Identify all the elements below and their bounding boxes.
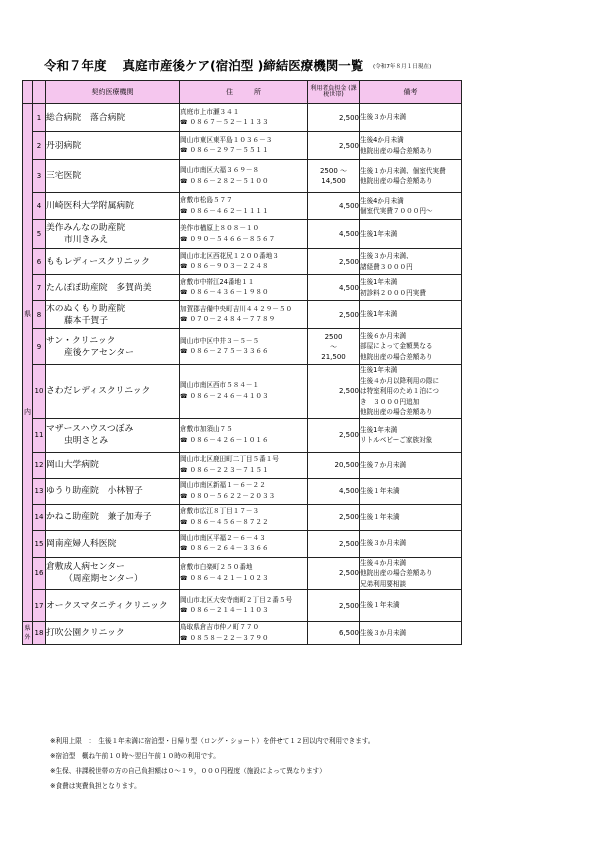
institution-name-line: 倉敷成人病センター	[46, 562, 125, 573]
address-cell	[180, 478, 308, 504]
remark-line: 生後３か月未満	[360, 113, 407, 122]
row-number: 1	[33, 104, 46, 132]
title-text: 真庭市産後ケア(宿泊型 )締結医療機関一覧	[122, 58, 364, 73]
remarks-cell	[360, 365, 462, 419]
row-number: 5	[33, 220, 46, 249]
remark-line: 生後３か月未満、	[360, 252, 413, 260]
address-text: 岡山市中区中井３－５－５	[180, 336, 260, 345]
fee-cell: 2,500	[308, 590, 360, 622]
institution-name-sub: 虫明さとみ	[64, 436, 108, 446]
phone-number: ０８６－４２６－１０１６	[189, 435, 269, 444]
table-row	[23, 590, 462, 622]
remark-line: 生後1年未満	[360, 366, 398, 374]
institution-name	[46, 622, 180, 645]
footnote-line: ※宿泊型 概ね午前１０時～翌日午前１０時の利用です。	[50, 752, 220, 760]
fee-cell: 2,500	[308, 365, 360, 419]
phone-number: ０８６－２８２－５１００	[189, 176, 269, 185]
institution-name-line: 総合病院 落合病院	[46, 112, 126, 123]
phone-icon: ☎	[180, 545, 188, 552]
address-text: 倉敷市松島５７７	[180, 196, 233, 204]
remark-line: 生後１年未満	[360, 601, 400, 610]
phone-icon: ☎	[180, 177, 188, 185]
phone-line	[180, 605, 307, 617]
address-text: 倉敷市広江８丁目１７－３	[180, 507, 260, 515]
institution-name-sub: 藤本千賀子	[64, 315, 108, 326]
fee-cell: 4,500	[308, 193, 360, 220]
remark-line: 他院出産の場合差額あり	[360, 146, 433, 155]
remark-line: 生後1年未満	[360, 229, 398, 238]
address-cell	[180, 193, 308, 220]
fee-cell: 2500 ～ 21,500	[308, 329, 360, 365]
institution-name-line: 三宅医院	[46, 171, 82, 181]
remark-line: 諸経費３０００円	[360, 262, 413, 271]
phone-line	[180, 234, 307, 246]
institution-name	[46, 220, 180, 249]
institution-name-line: ゆうり助産院 小林智子	[46, 486, 143, 496]
institution-name-line: かねこ助産院 兼子加寿子	[46, 512, 152, 522]
institution-name	[46, 504, 180, 530]
phone-icon: ☎	[180, 392, 188, 400]
phone-number: ０８６－４３６－１９８０	[189, 288, 269, 296]
remark-line: 生後４か月未満	[360, 558, 407, 567]
institution-table	[22, 80, 462, 645]
fee-cell: 2,500	[308, 504, 360, 530]
address-text: 岡山市南区平福２－６－４３	[180, 533, 266, 542]
phone-number: ０８６－２６４－３３６６	[189, 544, 269, 552]
institution-name	[46, 590, 180, 622]
table-body	[23, 104, 462, 645]
institution-name	[46, 365, 180, 419]
phone-line	[180, 206, 307, 218]
header-remarks: 備考	[360, 81, 462, 104]
remark-line: 部屋によって金額異なる	[360, 342, 433, 351]
row-number: 12	[33, 452, 46, 478]
address-text: 岡山市南区大福３６９－８	[180, 166, 260, 174]
phone-line	[180, 176, 307, 188]
address-cell	[180, 132, 308, 160]
footnote-line: ※利用上限 ： 生後１年未満に宿泊型・日帰り型（ロング・ショート）を併せて１２回以内で利用できます。	[50, 737, 375, 745]
table-row	[23, 220, 462, 249]
fee-cell: 2,500	[308, 301, 360, 329]
institution-name	[46, 418, 180, 452]
fee-cell: 4,500	[308, 275, 360, 301]
address-cell	[180, 249, 308, 275]
remarks-cell	[360, 504, 462, 530]
remark-line: 生後1年未満	[360, 425, 398, 434]
row-number: 14	[33, 504, 46, 530]
table-row	[23, 132, 462, 160]
institution-name	[46, 132, 180, 160]
remark-line: 生後１年未満	[360, 486, 400, 495]
institution-name-line: 川崎医科大学附属病院	[46, 201, 134, 211]
address-text: 倉敷市中帯江24番地１１	[180, 277, 255, 286]
remarks-cell	[360, 452, 462, 478]
phone-icon: ☎	[180, 574, 188, 582]
phone-line	[180, 633, 307, 645]
address-cell	[180, 104, 308, 132]
table-row	[23, 418, 462, 452]
address-text: 岡山市北区西花尻１２００番地３	[180, 251, 279, 260]
remarks-cell	[360, 590, 462, 622]
address-cell	[180, 504, 308, 530]
remarks-cell	[360, 104, 462, 132]
table-row	[23, 160, 462, 193]
phone-line	[180, 573, 307, 585]
address-text: 岡山市東区東平島１０３６－３	[180, 135, 273, 144]
phone-number: ０８６－２２３－７１５１	[189, 465, 269, 474]
institution-name	[46, 104, 180, 132]
remarks-cell	[360, 193, 462, 220]
remark-line: き ３０００円追加	[360, 397, 420, 406]
table-row	[23, 249, 462, 275]
table-row	[23, 329, 462, 365]
remark-line: 他院出産の場合差額あり	[360, 177, 433, 185]
phone-icon: ☎	[180, 263, 188, 270]
address-text: 岡山市北区大安寺南町２丁目２番５号	[180, 595, 293, 604]
address-cell	[180, 301, 308, 329]
table-row	[23, 452, 462, 478]
table-row	[23, 365, 462, 419]
address-text: 岡山市北区鹿田町二丁目５番１号	[180, 455, 279, 463]
row-number: 6	[33, 249, 46, 275]
phone-number: ０８５８－２２－３７９０	[189, 633, 269, 642]
table-row	[23, 193, 462, 220]
remarks-cell	[360, 530, 462, 557]
table-row	[23, 504, 462, 530]
address-cell	[180, 275, 308, 301]
address-cell	[180, 418, 308, 452]
institution-name-sub: 産後ケアセンター	[64, 347, 134, 358]
phone-line	[180, 261, 307, 273]
address-text: 岡山市南区新福１－６－２２	[180, 481, 266, 489]
row-number: 13	[33, 478, 46, 504]
institution-name	[46, 530, 180, 557]
document-title	[44, 56, 363, 74]
phone-icon: ☎	[180, 119, 188, 126]
fee-cell: 2,500	[308, 249, 360, 275]
footnote-line: ※生保、非課税世帯の方の自己負担額は０～１９，０００円程度（施設によって異なります）	[50, 767, 326, 775]
fee-cell: 4,500	[308, 220, 360, 249]
as-of-date: (令和7年８月１日現在)	[373, 64, 432, 70]
remark-line: 生後4か月未満	[360, 196, 404, 205]
phone-icon: ☎	[180, 207, 188, 215]
institution-name	[46, 452, 180, 478]
phone-line	[180, 435, 307, 447]
address-cell	[180, 530, 308, 557]
phone-number: ０８６－４５６－８７２２	[189, 517, 269, 526]
phone-icon: ☎	[180, 634, 188, 642]
institution-name	[46, 557, 180, 590]
row-number: 9	[33, 329, 46, 365]
phone-icon: ☎	[180, 466, 188, 474]
remark-line: 生後1年未満	[360, 278, 398, 286]
institution-name-line: マザースハウスつぼみ	[46, 424, 134, 434]
table-row	[23, 104, 462, 132]
institution-name-line: オークスマタニティクリニック	[46, 600, 168, 611]
area-cell-out: 県 外	[23, 622, 33, 645]
institution-name	[46, 193, 180, 220]
fiscal-year: 令和７年度	[44, 58, 107, 73]
remark-line: 生後1年未満	[360, 310, 398, 319]
address-cell	[180, 622, 308, 645]
remark-line: 生後３か月未満	[360, 628, 407, 637]
address-cell	[180, 220, 308, 249]
address-cell	[180, 329, 308, 365]
phone-line	[180, 391, 307, 403]
institution-name-line: たんぽぽ助産院 多賀尚美	[46, 282, 152, 293]
remark-line: 生後１年未満	[360, 512, 400, 521]
fee-cell: 6,500	[308, 622, 360, 645]
phone-icon: ☎	[180, 436, 188, 444]
remark-line: 生後６か月未満	[360, 331, 407, 340]
remark-line: 個室代実費７０００円～	[360, 207, 433, 215]
table-row	[23, 275, 462, 301]
remarks-cell	[360, 622, 462, 645]
fee-cell: 20,500	[308, 452, 360, 478]
row-number: 18	[33, 622, 46, 645]
remark-line: 生後４か月以降利用の際に	[360, 376, 440, 385]
phone-number: ０８６－２４６－４１０３	[189, 391, 269, 400]
address-text: 倉敷市加須山７５	[180, 425, 233, 433]
table-header-row	[23, 81, 462, 104]
remark-line: リトルベビーご家族対象	[360, 436, 433, 444]
table-row	[23, 301, 462, 329]
row-number: 7	[33, 275, 46, 301]
phone-number: ０８０－５６２２－２０３３	[189, 491, 276, 500]
area-cell-in: 県 内	[23, 104, 33, 622]
remark-line: 生後4か月未満	[360, 136, 404, 144]
institution-name-line: サン・クリニック	[46, 335, 116, 346]
table-row	[23, 478, 462, 504]
fee-cell: 2,500	[308, 104, 360, 132]
phone-number: ０８６－９０３－２２４８	[189, 262, 269, 270]
table-row	[23, 622, 462, 645]
row-number: 16	[33, 557, 46, 590]
address-text: 真庭市上市瀬３４１	[180, 107, 240, 116]
header-address: 住 所	[180, 81, 308, 104]
address-text: 岡山市南区西市５８４－１	[180, 381, 260, 390]
phone-number: ０８６－４６２－１１１１	[189, 206, 269, 215]
phone-icon: ☎	[180, 316, 188, 323]
phone-number: ０９０－５４６６－８５６７	[189, 234, 276, 243]
phone-number: ０８６７－５２－１１３３	[189, 118, 269, 126]
phone-line	[180, 491, 307, 503]
fee-cell: 4,500	[308, 478, 360, 504]
remark-line: 兄弟利用要相談	[360, 579, 407, 588]
header-institution: 契約医療機関	[46, 81, 180, 104]
phone-line	[180, 145, 307, 157]
phone-icon: ☎	[180, 235, 188, 243]
phone-line	[180, 465, 307, 477]
row-number: 3	[33, 160, 46, 193]
institution-name	[46, 249, 180, 275]
row-number: 17	[33, 590, 46, 622]
fee-cell: 2,500	[308, 418, 360, 452]
phone-line	[180, 346, 307, 358]
table-row	[23, 530, 462, 557]
phone-line	[180, 117, 307, 129]
remarks-cell	[360, 249, 462, 275]
row-number: 10	[33, 365, 46, 419]
remark-line: 生後７か月未満	[360, 460, 407, 469]
row-number: 2	[33, 132, 46, 160]
address-cell	[180, 557, 308, 590]
phone-line	[180, 314, 307, 326]
institution-name-line: さわだレディスクリニック	[46, 386, 151, 397]
remark-line: 生後１か月未満、個室代実費	[360, 166, 446, 175]
address-cell	[180, 452, 308, 478]
institution-name	[46, 160, 180, 193]
header-fee: 利用者負担金 (課税世帯)	[308, 81, 360, 104]
phone-number: ０８６－２７５－３３６６	[189, 347, 269, 355]
row-number: 15	[33, 530, 46, 557]
header-area	[23, 81, 33, 104]
remarks-cell	[360, 132, 462, 160]
phone-line	[180, 517, 307, 529]
phone-line	[180, 543, 307, 555]
phone-icon: ☎	[180, 607, 188, 614]
phone-icon: ☎	[180, 518, 188, 526]
institution-name	[46, 301, 180, 329]
phone-number: ０８６－２９７－５５１１	[189, 146, 269, 154]
institution-name-sub: 市川きみえ	[64, 235, 108, 245]
remarks-cell	[360, 478, 462, 504]
fee-cell: 2,500	[308, 132, 360, 160]
address-text: 鳥取県倉吉市仲ノ町７７０	[180, 623, 260, 631]
address-text: 加賀郡吉備中央町吉川４４２９－５０	[180, 304, 293, 313]
phone-line	[180, 287, 307, 299]
institution-name	[46, 275, 180, 301]
row-number: 8	[33, 301, 46, 329]
institution-name-line: 岡南産婦人科医院	[46, 538, 117, 549]
remark-line: 他院出産の場合差額あり	[360, 408, 433, 416]
institution-name-line: ももレディースクリニック	[46, 256, 150, 267]
institution-name-line: 丹羽病院	[46, 140, 82, 151]
institution-name-line: 木のぬくもり助産院	[46, 303, 126, 314]
row-number: 4	[33, 193, 46, 220]
institution-name	[46, 329, 180, 365]
institution-name-line: 岡山大学病院	[46, 460, 99, 470]
remarks-cell	[360, 160, 462, 193]
phone-icon: ☎	[180, 492, 188, 500]
fee-cell: 2,500	[308, 530, 360, 557]
phone-icon: ☎	[180, 147, 188, 154]
institution-name-line: 打吹公園クリニック	[46, 628, 125, 638]
row-number: 11	[33, 418, 46, 452]
phone-icon: ☎	[180, 348, 188, 355]
remark-line: 他院出産の場合差額あり	[360, 352, 433, 361]
remark-line: は特室利用のため１泊につ	[360, 387, 439, 395]
institution-name	[46, 478, 180, 504]
footnotes	[50, 734, 375, 794]
institution-name-line: 美作みんなの助産院	[46, 223, 126, 233]
phone-icon: ☎	[180, 289, 188, 296]
remarks-cell	[360, 418, 462, 452]
footnote-line: ※食費は実費負担となります。	[50, 782, 141, 790]
remarks-cell	[360, 301, 462, 329]
remarks-cell	[360, 329, 462, 365]
phone-number: ０８６－２１４－１１０３	[189, 606, 269, 614]
address-text: 倉敷市白楽町２５０番地	[180, 563, 253, 572]
phone-number: ０７０－２４８４－７７８９	[189, 315, 276, 323]
address-cell	[180, 590, 308, 622]
remarks-cell	[360, 220, 462, 249]
fee-cell: 2500 ～ 14,500	[308, 160, 360, 193]
remarks-cell	[360, 275, 462, 301]
fee-cell: 2,500	[308, 557, 360, 590]
remark-line: 初診料２０００円実費	[360, 288, 426, 297]
address-text: 美作市楢原上８０８－１０	[180, 224, 260, 232]
phone-number: ０８６－４２１－１０２３	[189, 573, 269, 582]
remarks-cell	[360, 557, 462, 590]
header-no	[33, 81, 46, 104]
institution-name-sub: （周産期センター）	[64, 574, 143, 585]
remark-line: 他院出産の場合差額あり	[360, 569, 433, 577]
table-row	[23, 557, 462, 590]
remark-line: 生後３か月未満	[360, 539, 407, 548]
address-cell	[180, 160, 308, 193]
address-cell	[180, 365, 308, 419]
